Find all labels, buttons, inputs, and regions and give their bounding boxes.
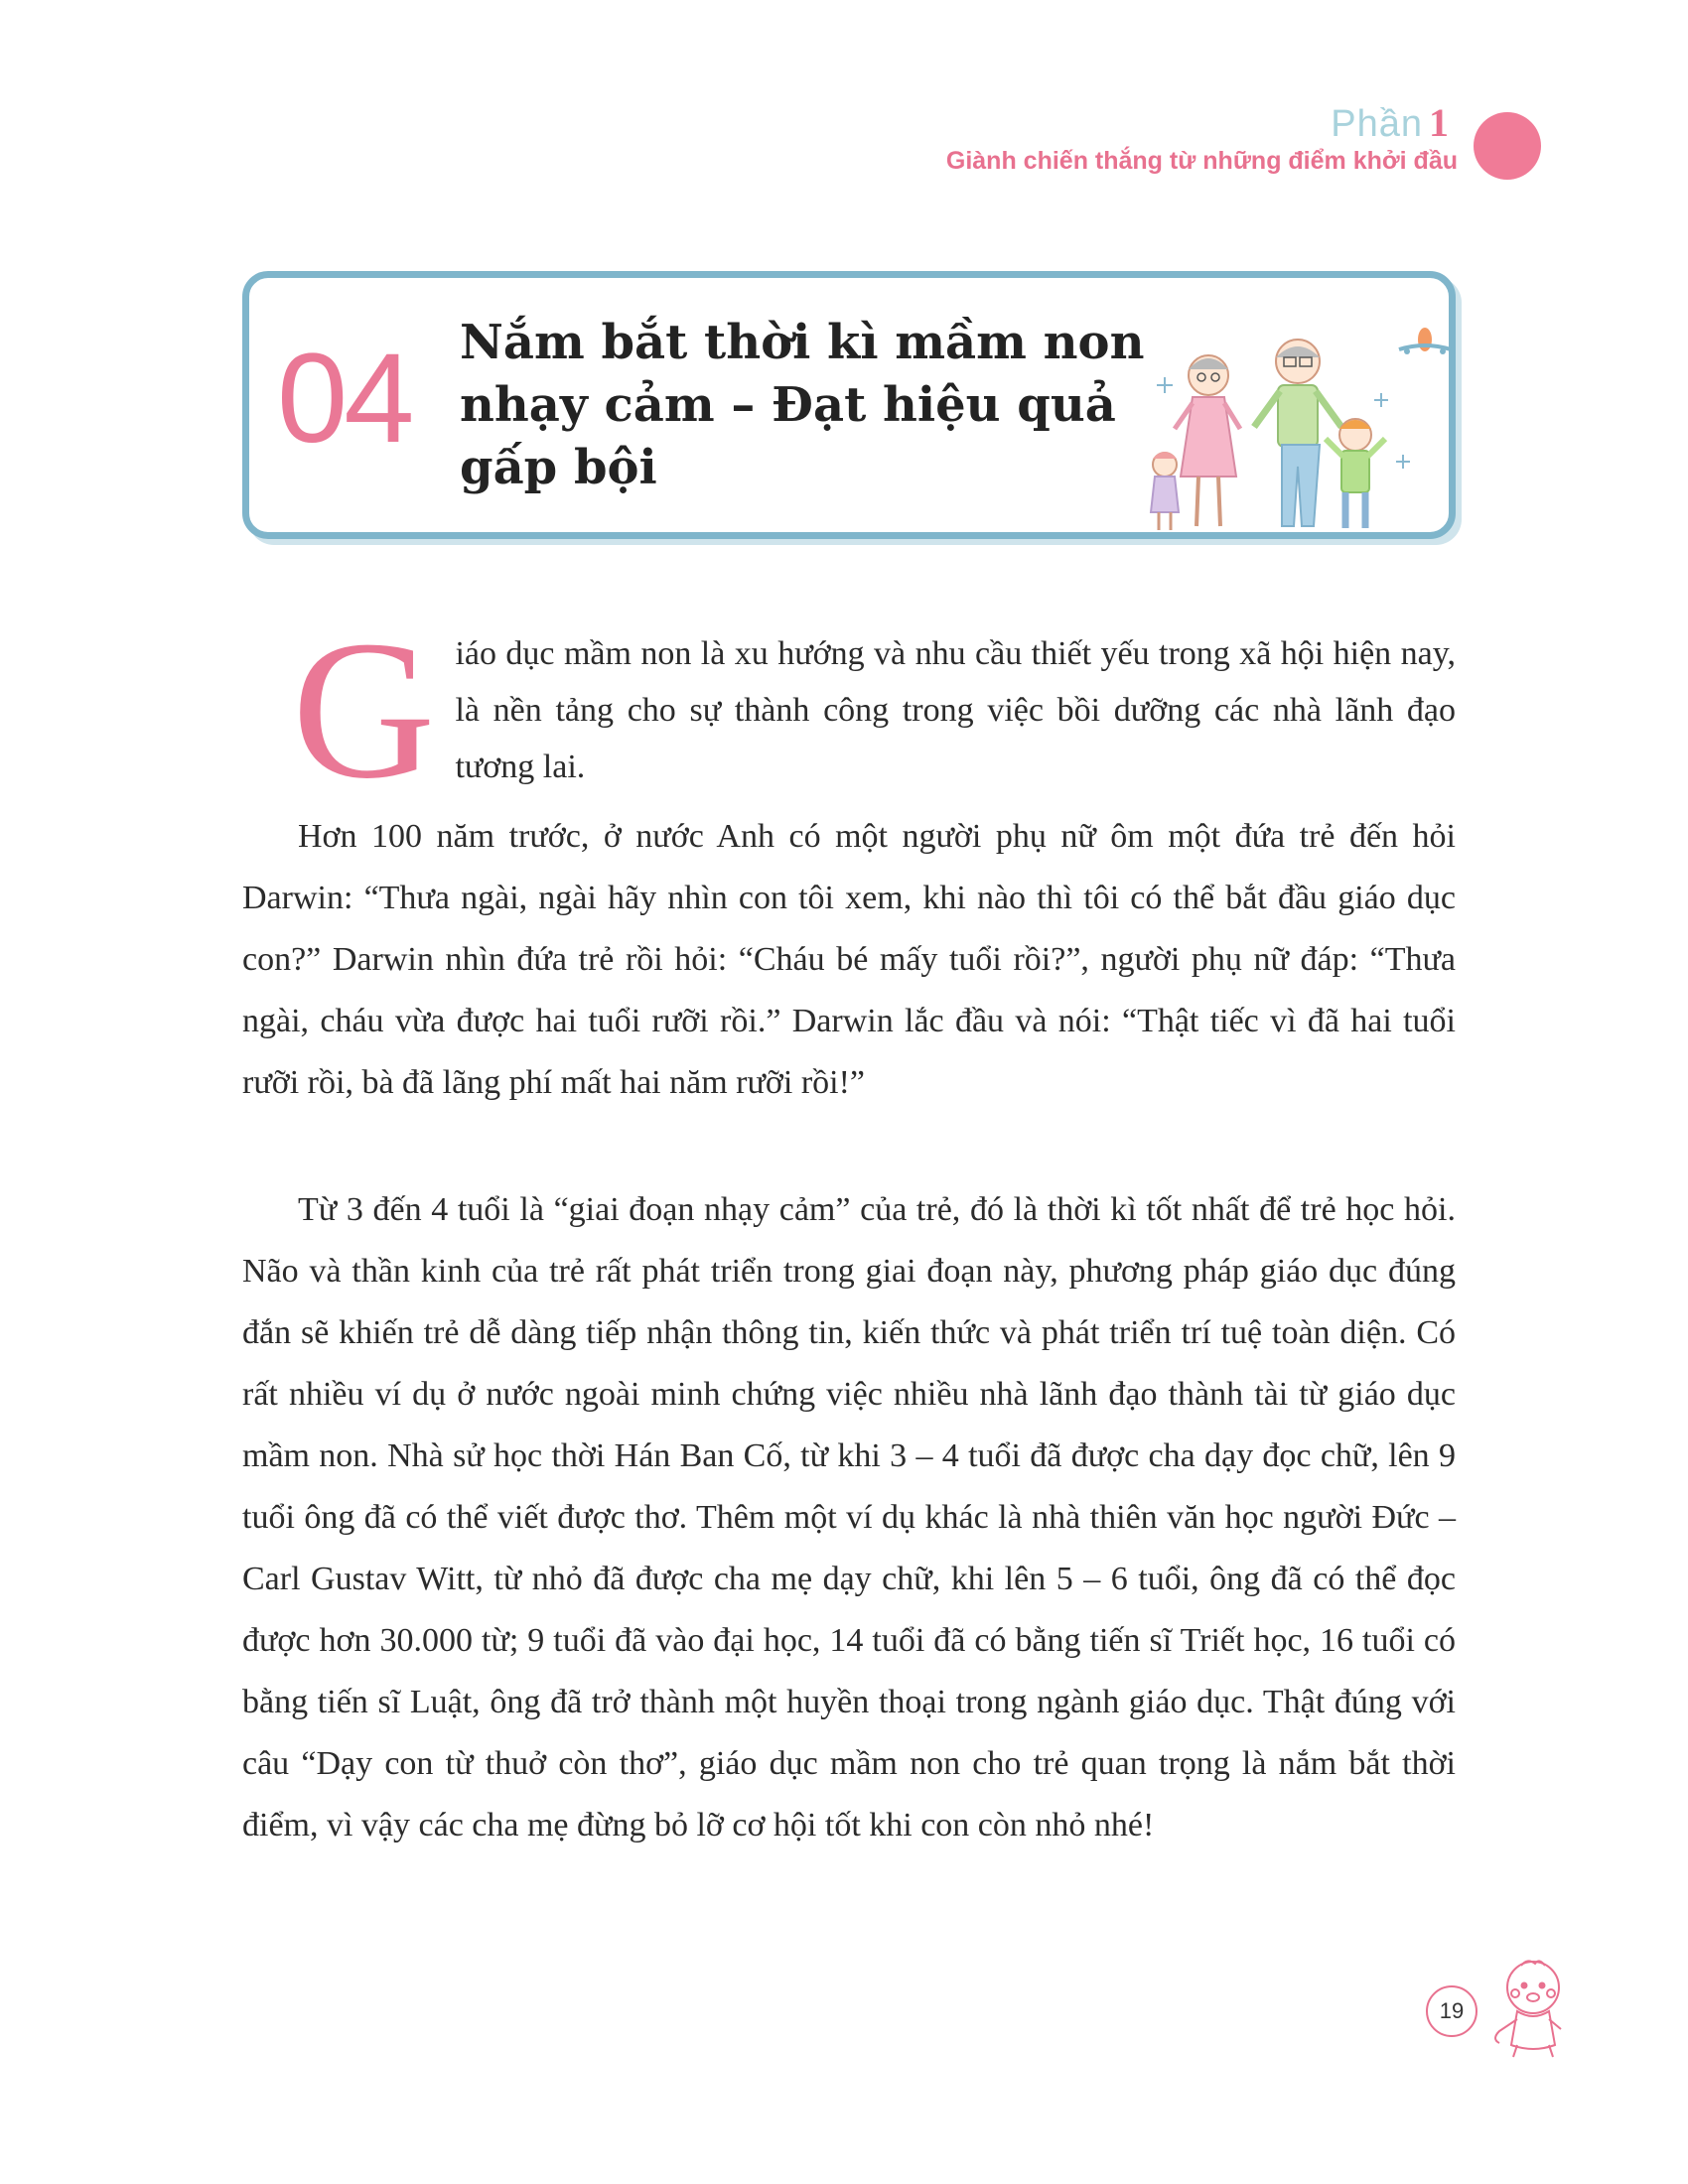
part-number: 1 [1429,100,1450,145]
part-subtitle: Giành chiến thắng từ những điểm khởi đầu [945,147,1458,175]
grandma-figure [1175,355,1240,526]
paragraph-intro [242,601,1456,820]
part-label [1331,100,1450,145]
chapter-title-box [242,271,1456,539]
airplane-icon [1399,328,1451,354]
boy-figure [1326,419,1385,528]
paragraph-sensitive-period: Từ 3 đến 4 tuổi là “giai đoạn nhạy cảm” của trẻ, đó là thời kì tốt nhất để trẻ học hỏi. Não và thần kinh của trẻ rất phát triển trong giai đoạn này, phương pháp giáo dục đúng đắn sẽ khiến trẻ dễ dàng tiếp nhận thông tin, kiến thức và phát triển trí tuệ toàn diện. Có rất nhiều ví dụ ở nước ngoài minh chứng việc nhiều nhà lãnh đạo thành tài từ giáo dục mầm non. Nhà sử học thời Hán Ban Cố, từ khi 3 – 4 tuổi đã được cha dạy đọc chữ, lên 9 tuổi ông đã có thể viết được thơ. Thêm một ví dụ khác là nhà thiên văn học người Đức – Carl Gustav Witt, từ nhỏ đã được cha mẹ dạy chữ, khi lên 5 – 6 tuổi, ông đã có thể đọc được hơn 30.000 từ; 9 tuổi đã vào đại học, 14 tuổi đã có bằng tiến sĩ Triết học, 16 tuổi có bằng tiến sĩ Luật, ông đã trở thành một huyền thoại trong ngành giáo dục. Thật đúng với câu “Dạy con từ thuở còn thơ”, giáo dục mầm non cho trẻ quan trọng là nắm bắt thời điểm, vì vậy các cha mẹ đừng bỏ lỡ cơ hội tốt khi con còn nhỏ nhé! [242,1191,1456,1843]
drop-cap: G [292,601,436,820]
chapter-title: Nắm bắt thời kì mầm non nhạy cảm – Đạt hiệu quả gấp bội [460,315,1145,495]
part-label-text: Phần [1331,103,1423,145]
baby-mascot-icon [1477,1954,1577,2063]
part-dot-decoration [1474,112,1541,180]
chapter-number: 04 [277,328,411,470]
family-illustration [1143,318,1461,546]
girl-figure [1151,452,1179,530]
paragraph-intro-text: iáo dục mầm non là xu hướng và nhu cầu thiết yếu trong xã hội hiện nay, là nền tảng cho sự thành công trong việc bồi dưỡng các nhà lãnh đạo tương lai. [455,635,1456,785]
grandpa-figure [1254,340,1341,526]
paragraph-darwin: Hơn 100 năm trước, ở nước Anh có một người phụ nữ ôm một đứa trẻ đến hỏi Darwin: “Thưa ngài, ngài hãy nhìn con tôi xem, khi nào thì tôi có thể bắt đầu giáo dục con?” Darwin nhìn đứa trẻ rồi hỏi: “Cháu bé mấy tuổi rồi?”, người phụ nữ đáp: “Thưa ngài, cháu vừa được hai tuổi rưỡi rồi.” Darwin lắc đầu và nói: “Thật tiếc vì đã hai tuổi rưỡi rồi, bà đã lãng phí mất hai năm rưỡi rồi!” [242,818,1456,1101]
page-number: 19 [1426,1985,1477,2037]
